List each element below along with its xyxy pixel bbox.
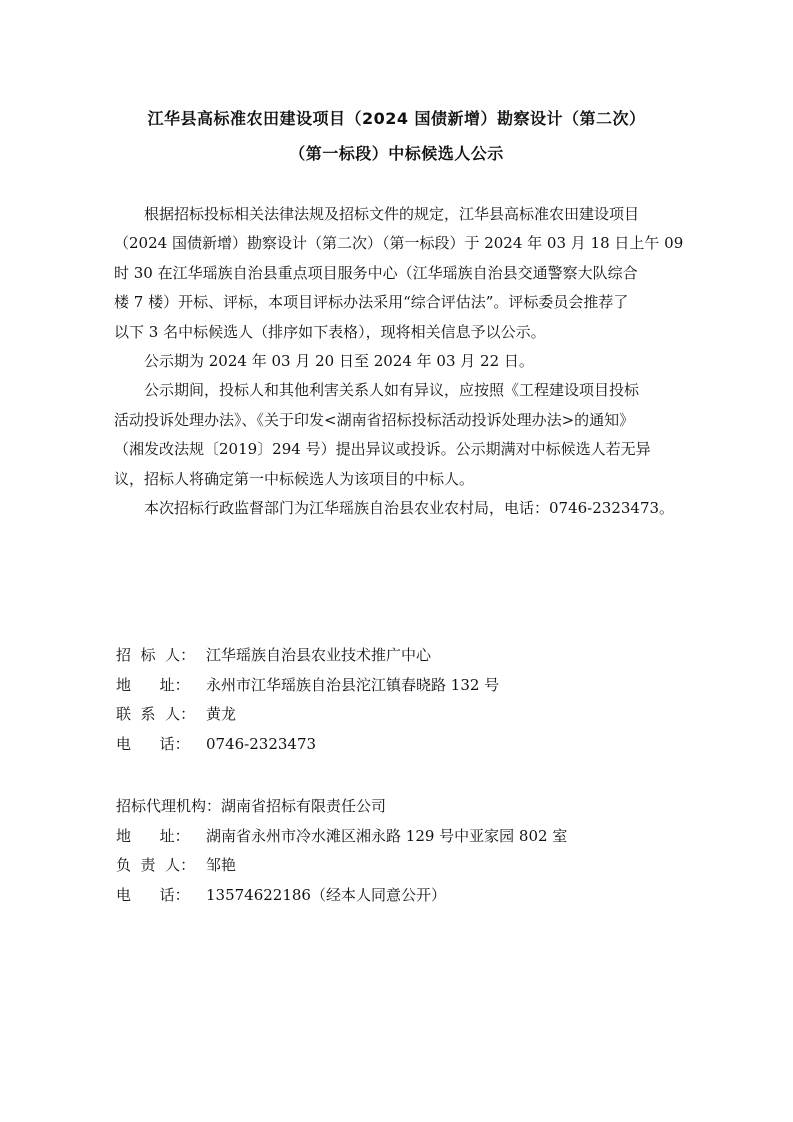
- agency-phone: 13574622186（经本人同意公开）: [206, 885, 446, 904]
- field-label: 地 址：: [116, 675, 190, 694]
- document-title-line-1: 江华县高标准农田建设项目（2024 国债新增）勘察设计（第二次）: [147, 109, 646, 128]
- document-title-line-2: （第一标段）中标候选人公示: [289, 144, 504, 163]
- agency-contact-block: [116, 792, 567, 910]
- field-label: 负 责 人：: [116, 856, 196, 874]
- agency-address-row: [116, 822, 567, 852]
- field-label: 招 标 人：: [116, 646, 196, 664]
- tenderer-contact-block: [116, 641, 499, 759]
- tenderer-contact-person: 黄龙: [206, 705, 237, 723]
- text-line: （2024 国债新增）勘察设计（第二次）（第一标段）于 2024 年 03 月 18 日上午 09: [114, 234, 684, 253]
- text-line: 本次招标行政监督部门为江华瑶族自治县农业农村局，电话：0746-2323473。: [114, 499, 675, 518]
- agency-name: 湖南省招标有限责任公司: [221, 797, 387, 815]
- text-line: 楼 7 楼）开标、评标，本项目评标办法采用“综合评估法”。评标委员会推荐了: [114, 293, 629, 312]
- field-label: 电 话：: [116, 885, 190, 904]
- tenderer-name: 江华瑶族自治县农业技术推广中心: [206, 646, 432, 664]
- field-label: 地 址：: [116, 826, 190, 845]
- text-line: 公示期间，投标人和其他利害关系人如有异议，应按照《工程建设项目投标: [114, 381, 640, 400]
- agency-contact-row: [116, 851, 567, 881]
- paragraph-objections: [114, 376, 734, 494]
- tenderer-phone-row: [116, 730, 499, 760]
- paragraph-publicity-period: [114, 347, 734, 376]
- tenderer-phone: 0746-2323473: [206, 734, 317, 753]
- field-label: 联 系 人：: [116, 705, 196, 723]
- tenderer-address-row: [116, 671, 499, 701]
- text-line: 活动投诉处理办法》、《关于印发<湖南省招标投标活动投诉处理办法>的通知》: [114, 410, 635, 429]
- agency-phone-row: [116, 881, 567, 911]
- text-line: 议，招标人将确定第一中标候选人为该项目的中标人。: [114, 469, 475, 488]
- agency-name-row: [116, 792, 567, 822]
- tenderer-name-row: [116, 641, 499, 671]
- paragraph-announcement: [114, 200, 734, 347]
- text-line: 时 30 在江华瑶族自治县重点项目服务中心（江华瑶族自治县交通警察大队综合: [114, 263, 638, 282]
- tenderer-address: 永州市江华瑶族自治县沱江镇春晓路 132 号: [206, 675, 500, 694]
- field-label: 电 话：: [116, 734, 190, 753]
- document-body: [114, 200, 734, 523]
- text-line: 根据招标投标相关法律法规及招标文件的规定，江华县高标准农田建设项目: [114, 205, 640, 223]
- agency-address: 湖南省永州市冷水滩区湘永路 129 号中亚家园 802 室: [206, 826, 568, 845]
- text-line: 以下 3 名中标候选人（排序如下表格），现将相关信息予以公示。: [114, 322, 546, 341]
- text-line: （湘发改法规〔2019〕294 号）提出异议或投诉。公示期满对中标候选人若无异: [114, 440, 651, 459]
- agency-contact-person: 邹艳: [206, 856, 237, 874]
- field-label: 招标代理机构：: [116, 797, 222, 815]
- paragraph-supervision: [114, 494, 734, 523]
- tenderer-contact-row: [116, 700, 499, 730]
- text-line: 公示期为 2024 年 03 月 20 日至 2024 年 03 月 22 日。: [114, 352, 534, 371]
